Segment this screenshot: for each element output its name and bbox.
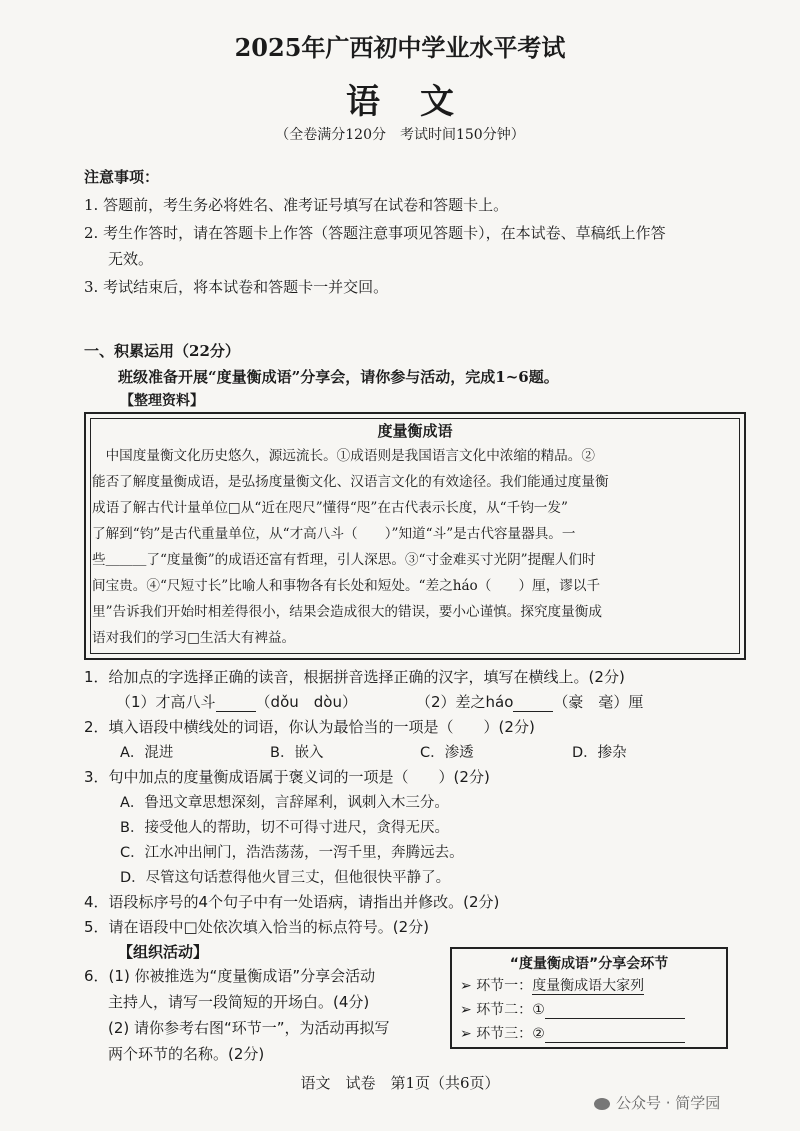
q3-option-a: A．鲁迅文章思想深刻，言辞犀利，讽刺入木三分。 (120, 795, 449, 811)
session-label: 环节三： (476, 1026, 533, 1042)
arrow-icon: ➢ (460, 1026, 477, 1042)
answer-blank[interactable] (513, 697, 553, 712)
question-4: 4．语段标序号的4个句子中有一处语病，请指出并修改。(2分) (84, 893, 500, 911)
passage-line: 中国度量衡文化历史悠久，源远流长。①成语则是我国语言文化中浓缩的精品。② (92, 448, 595, 464)
passage-line: 能否了解度量衡成语，是弘扬度量衡文化、汉语言文化的有效途径。我们能通过度量衡 (92, 474, 609, 490)
session-label: 环节一： (476, 978, 533, 994)
q3-option-d: D．尽管这句话惹得他火冒三丈，但他很快平静了。 (120, 870, 451, 886)
passage-box (84, 412, 746, 660)
session-box (450, 947, 728, 1049)
question-1: 1．给加点的字选择正确的读音，根据拼音选择正确的汉字，填写在横线上。(2分) (84, 668, 625, 686)
q1-part1-text: （1）才高八斗 (116, 693, 216, 711)
materials-label: 【整理资料】 (120, 393, 204, 409)
session-box-title: “度量衡成语”分享会环节 (509, 956, 669, 972)
q3-option-c: C．江水冲出闸门，浩浩荡荡，一泻千里，奔腾远去。 (120, 845, 464, 861)
passage-line: 些＿＿＿了“度量衡”的成语还富有哲理，引人深思。③“寸金难买寸光阴”提醒人们时 (92, 552, 596, 568)
session-item (460, 999, 685, 1019)
q2-option-a: A．混进 (120, 745, 174, 761)
organize-label: 【组织活动】 (118, 943, 209, 961)
q1-part2-text: （2）差之háo (416, 693, 514, 711)
watermark-text: 公众号 · 简学园 (616, 1094, 721, 1112)
question-1-part-2 (416, 691, 643, 712)
passage-line: 里”告诉我们开始时相差得很小，结果会造成很大的错误，要小心谨慎。探究度量衡成 (92, 604, 602, 620)
question-1-part-1 (116, 691, 357, 712)
passage-line: 了解到“钧”是古代重量单位，从“才高八斗（ ）”知道“斗”是古代容量器具。一 (92, 526, 576, 542)
q1-part1-options: （dǒu dòu） (255, 693, 357, 711)
question-2: 2．填入语段中横线处的词语，你认为最恰当的一项是（ ）(2分) (84, 718, 535, 736)
exam-title: 2025年广西初中学业水平考试 (234, 33, 566, 62)
watermark (594, 1092, 720, 1113)
arrow-icon: ➢ (460, 1002, 477, 1018)
subject-title: 语文 (346, 82, 494, 122)
note-item: 2. 考生作答时，请在答题卡上作答（答题注意事项见答题卡），在本试卷、草稿纸上作答 (84, 224, 666, 242)
question-5: 5．请在语段中□处依次填入恰当的标点符号。(2分) (84, 918, 429, 936)
passage-line: 成语了解古代计量单位□从“近在咫尺”懂得“咫”在古代表示长度，从“千钧一发” (92, 500, 568, 516)
q1-part2-options: （豪 毫）厘 (553, 693, 644, 711)
passage-line: 语对我们的学习□生活大有裨益。 (92, 630, 296, 646)
note-item: 无效。 (108, 250, 154, 268)
notes-title: 注意事项： (84, 168, 160, 186)
answer-line[interactable] (545, 1026, 685, 1043)
q3-option-b: B．接受他人的帮助，切不可得寸进尺，贪得无厌。 (120, 820, 449, 836)
passage-title: 度量衡成语 (377, 422, 453, 440)
session-value: ② (532, 1026, 545, 1042)
question-6-line: 6．(1) 你被推选为“度量衡成语”分享会活动 (84, 967, 376, 985)
question-3: 3．句中加点的度量衡成语属于褒义词的一项是（ ）(2分) (84, 768, 490, 786)
score-info: （全卷满分120分 考试时间150分钟） (275, 127, 525, 143)
session-value: 度量衡成语大家列 (532, 978, 645, 994)
q2-option-d: D．掺杂 (572, 745, 627, 761)
note-item: 1. 答题前，考生务必将姓名、准考证号填写在试卷和答题卡上。 (84, 196, 509, 214)
question-6-line: (2) 请你参考右图“环节一”，为活动再拟写 (108, 1019, 390, 1037)
question-6-line: 两个环节的名称。(2分) (108, 1045, 265, 1063)
answer-blank[interactable] (216, 697, 256, 712)
q2-option-b: B．嵌入 (270, 745, 324, 761)
wechat-icon (594, 1098, 610, 1110)
answer-line[interactable] (545, 1002, 685, 1019)
session-item (460, 1023, 685, 1043)
passage-line: 间宝贵。④“尺短寸长”比喻人和事物各有长处和短处。“差之háo（ ）厘，谬以千 (92, 578, 601, 594)
note-item: 3. 考试结束后，将本试卷和答题卡一并交回。 (84, 278, 389, 296)
session-value: ① (532, 1002, 545, 1018)
q2-option-c: C．渗透 (420, 745, 474, 761)
page-footer: 语文 试卷 第1页（共6页） (300, 1074, 500, 1092)
session-label: 环节二： (476, 1002, 533, 1018)
arrow-icon: ➢ (460, 978, 477, 994)
section-heading: 一、积累运用（22分） (84, 342, 240, 360)
section-intro: 班级准备开展“度量衡成语”分享会，请你参与活动，完成1~6题。 (118, 368, 559, 386)
session-item (460, 975, 644, 995)
question-6-line: 主持人，请写一段简短的开场白。(4分) (108, 993, 370, 1011)
